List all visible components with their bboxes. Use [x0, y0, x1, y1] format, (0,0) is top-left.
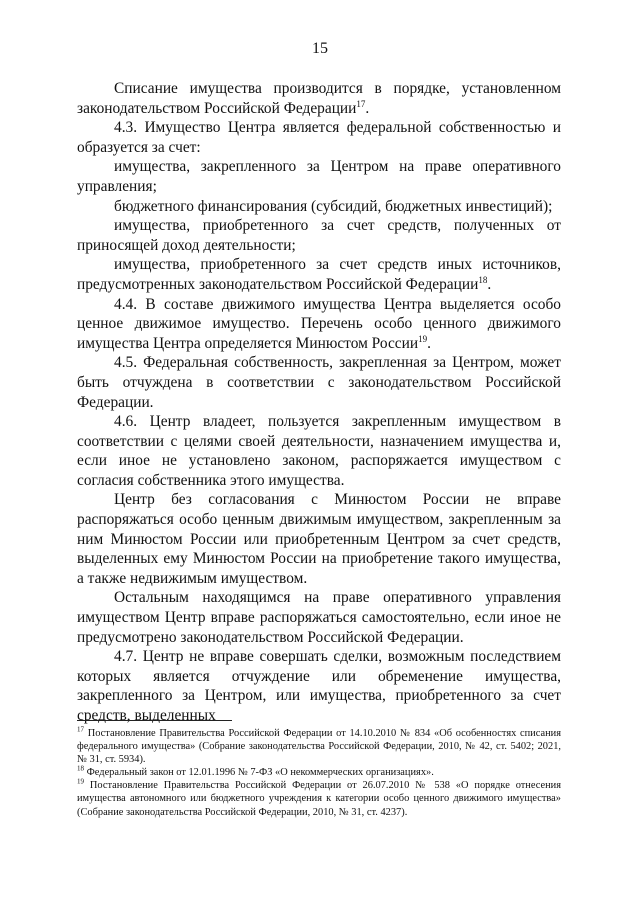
footnote — [77, 727, 561, 766]
footnotes — [77, 727, 561, 819]
paragraph-text: имущества, приобретенного за счет средств иных источников, предусмотренных законодательством Российской Федерации — [77, 256, 561, 293]
footnote-divider — [77, 720, 232, 721]
paragraph-text: Центр без согласования с Минюстом России не вправе распоряжаться особо ценным движимым имуществом, закрепленным за ним Минюстом России или приобретенным Центром за счет средств, выделенных ему Минюстом России на приобретение такого имущества, а также недвижимым имуществом. — [77, 491, 561, 587]
list-item: бюджетного финансирования (субсидий, бюджетных инвестиций); — [114, 197, 553, 215]
paragraph-disposal — [77, 79, 561, 118]
footnote-number: 19 — [77, 777, 84, 786]
list-item: имущества, закрепленного за Центром на праве оперативного управления; — [77, 158, 561, 195]
paragraph-4-5: 4.5. Федеральная собственность, закрепленная за Центром, может быть отчуждена в соответствии с законодательством Российской Федерации. — [77, 354, 561, 411]
footnote-text: Постановление Правительства Российской Федерации от 14.10.2010 № 834 «Об особенностях списания федерального имущества» (Собрание законодательства Российской Федерации, 2010, № 42, ст. 5402; 2021, № 31, ст. 5934). — [77, 728, 561, 766]
paragraph-4-4 — [77, 295, 561, 354]
main-text — [77, 79, 561, 726]
paragraph-tail: . — [365, 99, 370, 117]
paragraph-text: Остальным находящимся на праве оперативного управления имуществом Центр вправе распоряжаться самостоятельно, если иное не предусмотрено законодательством Российской Федерации. — [77, 589, 561, 646]
footnote-number: 17 — [77, 725, 84, 734]
paragraph-4-6: 4.6. Центр владеет, пользуется закрепленным имуществом в соответствии с целями своей деятельности, назначением имущества и, если иное не установлено законом, распоряжается имуществом с согласия собственника этого имущества. — [77, 413, 561, 489]
paragraph-4-7: 4.7. Центр не вправе совершать сделки, возможным последствием которых является отчуждение или обременение имущества, закрепленного за Центром, или имущества, приобретенного за счет средств, выделенных — [77, 648, 561, 724]
paragraph-text: 4.4. В составе движимого имущества Центра выделяется особо ценное движимое имущество. Перечень особо ценного движимого имущества Центра определяется Минюстом России — [77, 295, 561, 352]
page-number: 15 — [312, 40, 328, 57]
footnote-number: 18 — [77, 764, 84, 773]
paragraph-4-3: 4.3. Имущество Центра является федеральной собственностью и образуется за счет: — [77, 119, 561, 156]
paragraph-text: Списание имущества производится в порядке, установленном законодательством Российской Федерации — [77, 80, 561, 117]
footnote-ref: 18 — [478, 274, 488, 285]
footnote — [77, 766, 561, 779]
paragraph-tail: . — [487, 275, 492, 293]
list-item: имущества, приобретенного за счет средств, полученных от приносящей доход деятельности; — [77, 217, 561, 254]
footnote-text: Федеральный закон от 12.01.1996 № 7-ФЗ «О некоммерческих организациях». — [84, 767, 434, 779]
footnote-text: Постановление Правительства Российской Федерации от 26.07.2010 № 538 «О порядке отнесения имущества автономного или бюджетного учреждения к категории особо ценного движимого имущества» (Собрание законодательства Российской Федерации, 2010, № 31, ст. 4237). — [77, 780, 561, 818]
footnote — [77, 779, 561, 818]
paragraph-tail: . — [427, 334, 431, 352]
footnote-ref: 19 — [418, 333, 428, 344]
list-item — [77, 255, 561, 294]
footnote-ref: 17 — [356, 98, 366, 109]
